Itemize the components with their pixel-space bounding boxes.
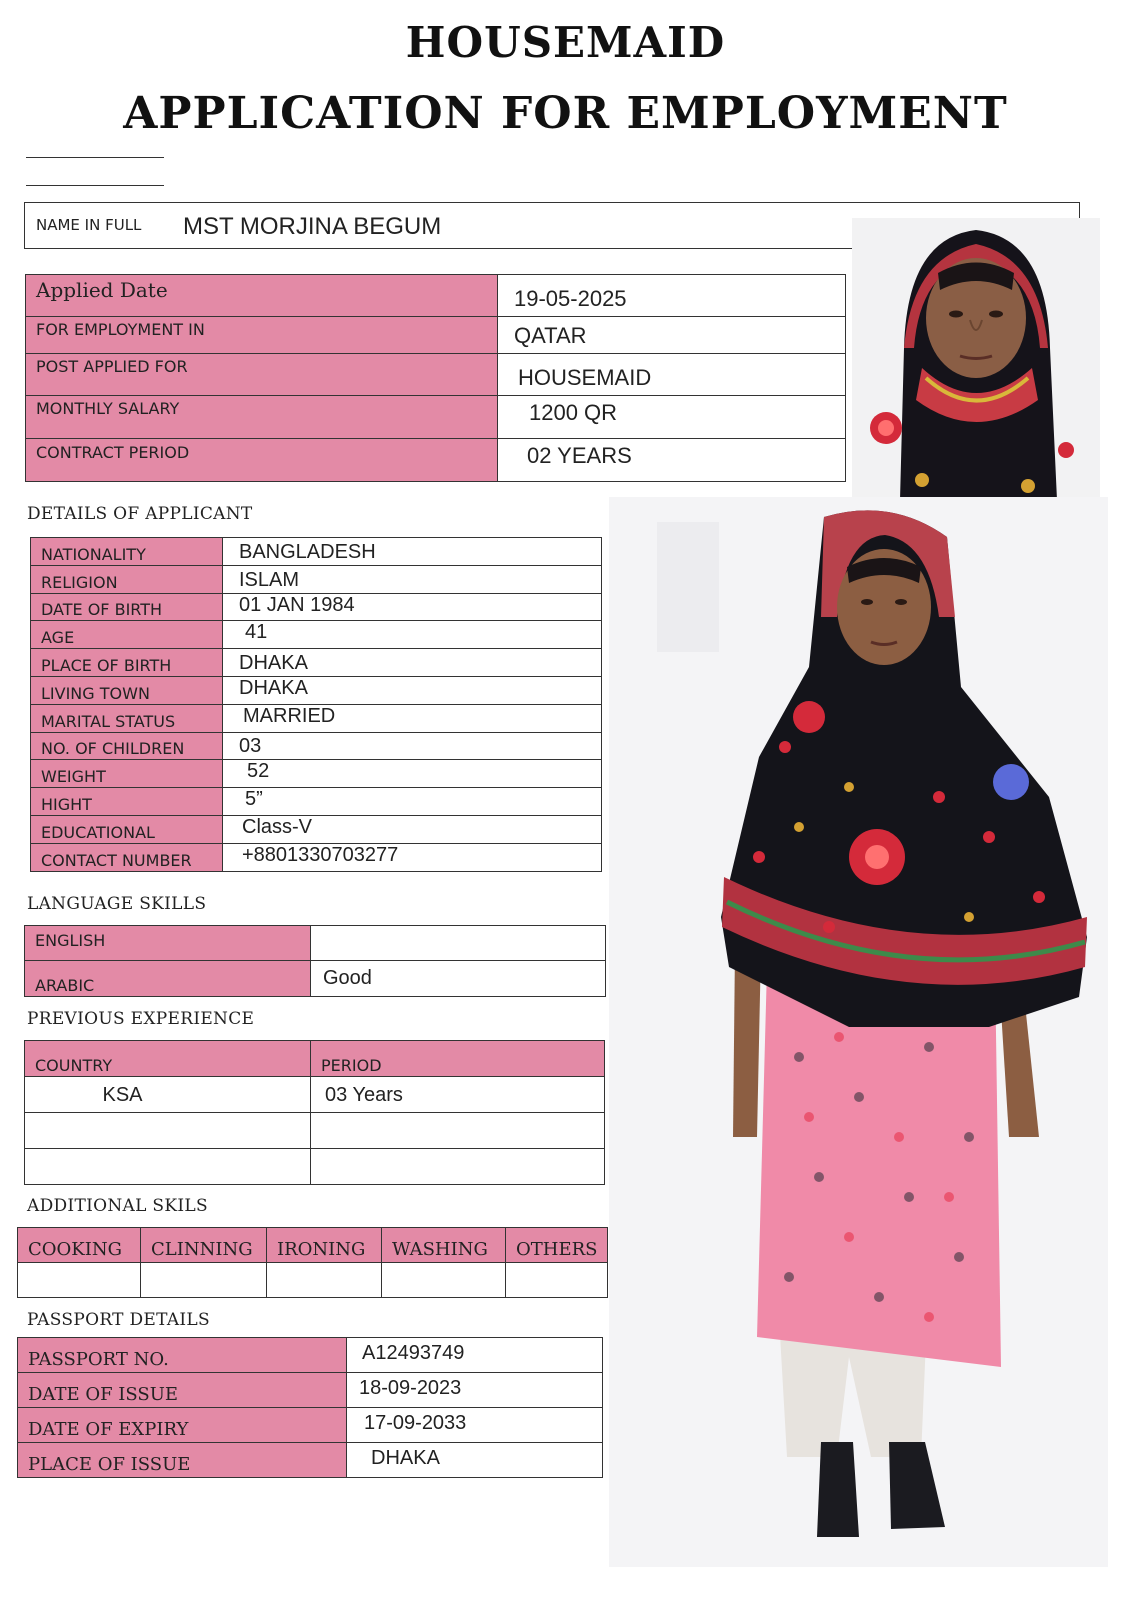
details-row	[31, 593, 602, 621]
employment-row	[26, 275, 846, 317]
experience-heading: PREVIOUS EXPERIENCE	[27, 1009, 255, 1029]
country-column-header: COUNTRY	[25, 1041, 311, 1077]
marital-status-value: MARRIED	[223, 704, 602, 732]
place-of-issue-label: PLACE OF ISSUE	[18, 1443, 347, 1478]
contract-period-value: 02 YEARS	[498, 439, 846, 482]
details-row	[31, 621, 602, 649]
weight-label: WEIGHT	[31, 760, 223, 788]
employment-table	[25, 274, 846, 482]
language-heading: LANGUAGE SKILLS	[27, 894, 207, 914]
contract-period-label: CONTRACT PERIOD	[26, 439, 498, 482]
skill-washing-cell	[382, 1263, 506, 1298]
passport-table	[17, 1337, 603, 1478]
full-body-figure	[609, 497, 1108, 1567]
employment-row	[26, 396, 846, 439]
employment-row	[26, 317, 846, 354]
details-heading: DETAILS OF APPLICANT	[27, 504, 253, 524]
height-label: HIGHT	[31, 788, 223, 816]
contact-value: +8801330703277	[223, 843, 602, 871]
full-body-photo	[609, 497, 1108, 1567]
portrait-photo	[852, 218, 1100, 500]
expiry-date-label: DATE OF EXPIRY	[18, 1408, 347, 1443]
portrait-figure	[852, 218, 1100, 500]
details-row	[31, 760, 602, 788]
post-applied-label: POST APPLIED FOR	[26, 354, 498, 396]
post-applied-value: HOUSEMAID	[498, 354, 846, 396]
dob-label: DATE OF BIRTH	[31, 593, 223, 621]
employment-row	[26, 354, 846, 396]
education-label: EDUCATIONAL	[31, 815, 223, 843]
employment-country-label: FOR EMPLOYMENT IN	[26, 317, 498, 354]
details-table	[30, 537, 602, 872]
religion-value: ISLAM	[223, 565, 602, 593]
blank-line-2	[26, 185, 164, 186]
skills-header-row	[18, 1228, 608, 1263]
monthly-salary-value: 1200 QR	[498, 396, 846, 439]
experience-row	[25, 1077, 605, 1113]
language-row	[25, 961, 606, 997]
passport-row	[18, 1443, 603, 1478]
name-label: NAME IN FULL	[36, 216, 142, 234]
experience-header-row	[25, 1041, 605, 1077]
skills-table	[17, 1227, 608, 1298]
education-value: Class-V	[223, 815, 602, 843]
blank-line-1	[26, 157, 164, 158]
skill-others-cell	[506, 1263, 608, 1298]
arabic-value: Good	[311, 961, 606, 997]
experience-country	[25, 1113, 311, 1149]
details-row	[31, 788, 602, 816]
monthly-salary-label: MONTHLY SALARY	[26, 396, 498, 439]
dob-value: 01 JAN 1984	[223, 593, 602, 621]
details-row	[31, 732, 602, 760]
children-label: NO. OF CHILDREN	[31, 732, 223, 760]
experience-table	[24, 1040, 605, 1185]
document-title: HOUSEMAID	[405, 18, 726, 67]
applied-date-value: 19-05-2025	[498, 275, 846, 317]
arabic-label: ARABIC	[25, 961, 311, 997]
skill-cooking-cell	[18, 1263, 141, 1298]
employment-row	[26, 439, 846, 482]
weight-value: 52	[223, 760, 602, 788]
place-of-birth-value: DHAKA	[223, 649, 602, 677]
applied-date-label: Applied Date	[26, 275, 498, 317]
passport-no-value: A12493749	[347, 1338, 603, 1373]
experience-period	[311, 1149, 605, 1185]
marital-status-label: MARITAL STATUS	[31, 704, 223, 732]
passport-row	[18, 1338, 603, 1373]
height-value: 5”	[223, 788, 602, 816]
skills-value-row	[18, 1263, 608, 1298]
contact-label: CONTACT NUMBER	[31, 843, 223, 871]
details-row	[31, 538, 602, 566]
details-row	[31, 565, 602, 593]
period-column-header: PERIOD	[311, 1041, 605, 1077]
experience-period: 03 Years	[311, 1077, 605, 1113]
experience-period	[311, 1113, 605, 1149]
age-value: 41	[223, 621, 602, 649]
nationality-label: NATIONALITY	[31, 538, 223, 566]
place-of-issue-value: DHAKA	[347, 1443, 603, 1478]
name-value: MST MORJINA BEGUM	[183, 213, 442, 240]
language-row	[25, 926, 606, 961]
age-label: AGE	[31, 621, 223, 649]
living-town-label: LIVING TOWN	[31, 676, 223, 704]
english-value	[311, 926, 606, 961]
experience-row	[25, 1149, 605, 1185]
passport-row	[18, 1373, 603, 1408]
employment-country-value: QATAR	[498, 317, 846, 354]
issue-date-value: 18-09-2023	[347, 1373, 603, 1408]
passport-no-label: PASSPORT NO.	[18, 1338, 347, 1373]
living-town-value: DHAKA	[223, 676, 602, 704]
nationality-value: BANGLADESH	[223, 538, 602, 566]
skill-washing: WASHING	[382, 1228, 506, 1263]
details-row	[31, 649, 602, 677]
skill-cooking: COOKING	[18, 1228, 141, 1263]
passport-row	[18, 1408, 603, 1443]
skill-ironing: IRONING	[267, 1228, 382, 1263]
religion-label: RELIGION	[31, 565, 223, 593]
details-row	[31, 815, 602, 843]
skill-cleaning-cell	[141, 1263, 267, 1298]
english-label: ENGLISH	[25, 926, 311, 961]
experience-row	[25, 1113, 605, 1149]
skills-heading: ADDITIONAL SKILS	[27, 1196, 208, 1216]
details-row	[31, 676, 602, 704]
experience-country: KSA	[25, 1077, 311, 1113]
details-row	[31, 704, 602, 732]
skill-cleaning: CLINNING	[141, 1228, 267, 1263]
language-table	[24, 925, 606, 997]
details-row	[31, 843, 602, 871]
document-subtitle: APPLICATION FOR EMPLOYMENT	[123, 88, 1008, 139]
skill-ironing-cell	[267, 1263, 382, 1298]
children-value: 03	[223, 732, 602, 760]
issue-date-label: DATE OF ISSUE	[18, 1373, 347, 1408]
skill-others: OTHERS	[506, 1228, 608, 1263]
passport-heading: PASSPORT DETAILS	[27, 1310, 210, 1330]
place-of-birth-label: PLACE OF BIRTH	[31, 649, 223, 677]
expiry-date-value: 17-09-2033	[347, 1408, 603, 1443]
experience-country	[25, 1149, 311, 1185]
